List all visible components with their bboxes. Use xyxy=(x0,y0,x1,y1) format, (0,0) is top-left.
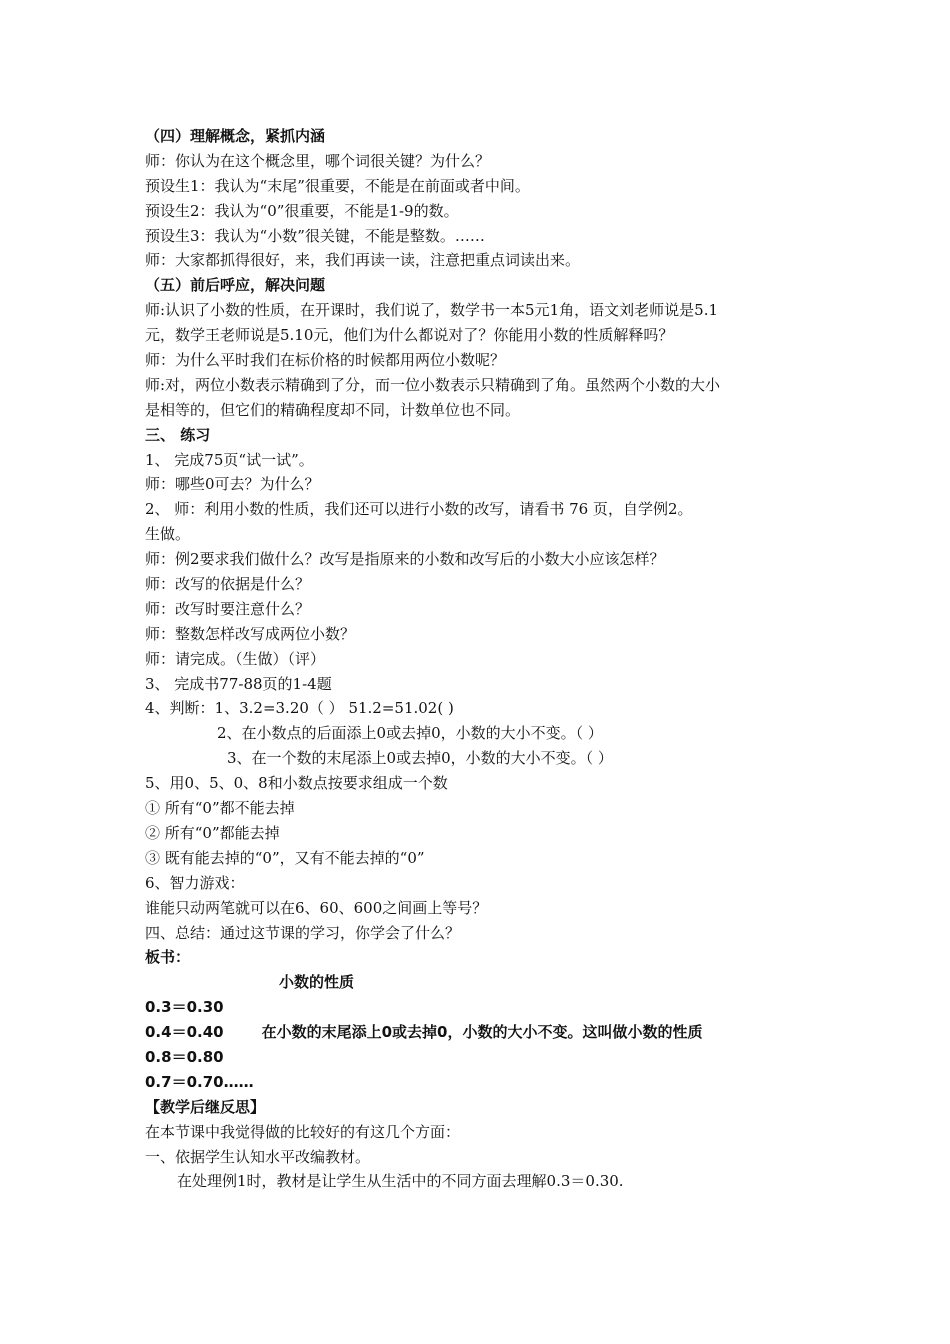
text-line xyxy=(145,248,805,273)
text-line xyxy=(145,597,805,622)
line-text: （四）理解概念，紧抓内涵 xyxy=(145,127,326,145)
text-line xyxy=(145,647,805,672)
line-text: 3、在一个数的末尾添上0或去掉0，小数的大小不变。（ ） xyxy=(227,749,613,768)
line-text: 师:认识了小数的性质，在开课时，我们说了，数学书一本5元1角，语文刘老师说是5.1 xyxy=(145,301,718,320)
line-text: ③ 既有能去掉的“0”，又有不能去掉的“0” xyxy=(145,848,425,867)
line-text: 预设生1：我认为“末尾”很重要，不能是在前面或者中间。 xyxy=(145,176,530,195)
text-line xyxy=(145,398,805,423)
line-text: 0.4＝0.40 xyxy=(145,1023,224,1042)
text-line xyxy=(145,746,805,771)
line-text: 5、用0、5、0、8和小数点按要求组成一个数 xyxy=(145,774,448,793)
text-line xyxy=(145,423,805,448)
text-line xyxy=(145,771,805,796)
text-line xyxy=(145,672,805,697)
line-text: 预设生3：我认为“小数”很关键，不能是整数。…… xyxy=(145,226,485,245)
text-line xyxy=(145,995,805,1020)
text-line xyxy=(145,846,805,871)
line-text: 0.8＝0.80 xyxy=(145,1047,224,1066)
line-text: 2、在小数点的后面添上0或去掉0，小数的大小不变。（ ） xyxy=(217,724,603,743)
line-text: 是相等的，但它们的精确程度却不同，计数单位也不同。 xyxy=(145,400,521,419)
line-text: 师：为什么平时我们在标价格的时候都用两位小数呢？ xyxy=(145,351,506,370)
text-line xyxy=(145,448,805,473)
line-text: ② 所有“0”都能去掉 xyxy=(145,823,280,842)
line-text: 0.3＝0.30 xyxy=(145,998,224,1017)
text-line xyxy=(145,497,805,522)
text-line xyxy=(145,1095,805,1120)
line-text: 2、 师：利用小数的性质，我们还可以进行小数的改写，请看书 76 页，自学例2。 xyxy=(145,500,693,519)
line-text: 师：大家都抓得很好，来，我们再读一读，注意把重点词读出来。 xyxy=(145,251,581,270)
line-text: 6、智力游戏： xyxy=(145,873,245,892)
line-text: 小数的性质 xyxy=(279,973,355,992)
text-line xyxy=(145,224,805,249)
text-line xyxy=(145,124,805,149)
text-line xyxy=(145,149,805,174)
line-text: 4、判断：1、3.2=3.20（ ） 51.2=51.02( ) xyxy=(145,699,454,718)
text-line xyxy=(145,273,805,298)
text-line xyxy=(145,1020,805,1045)
text-line xyxy=(145,622,805,647)
line-text: 元，数学王老师说是5.10元，他们为什么都说对了？你能用小数的性质解释吗？ xyxy=(145,326,674,345)
text-line xyxy=(145,1169,805,1194)
line-text: 预设生2：我认为“0”很重要，不能是1-9的数。 xyxy=(145,201,459,220)
text-line xyxy=(145,547,805,572)
document-body xyxy=(145,124,805,1194)
text-line xyxy=(145,472,805,497)
text-line xyxy=(145,1120,805,1145)
line-text: 师：哪些0可去？为什么？ xyxy=(145,475,320,494)
text-line xyxy=(145,945,805,970)
line-text: 在本节课中我觉得做的比较好的有这几个方面： xyxy=(145,1122,461,1141)
line-text: 一、依据学生认知水平改编教材。 xyxy=(145,1147,371,1166)
line-text: 【教学后继反思】 xyxy=(145,1097,266,1116)
line-text: 0.7＝0.70…… xyxy=(145,1072,254,1091)
text-line xyxy=(145,896,805,921)
text-line xyxy=(145,1045,805,1070)
line-text: ① 所有“0”都不能去掉 xyxy=(145,799,295,818)
line-text: 师：你认为在这个概念里，哪个词很关键？为什么？ xyxy=(145,151,491,170)
text-line xyxy=(145,522,805,547)
text-line xyxy=(145,298,805,323)
text-line xyxy=(145,921,805,946)
line-text: 1、 完成75页“试一试”。 xyxy=(145,450,314,469)
line-text: 师：整数怎样改写成两位小数？ xyxy=(145,624,356,643)
text-line xyxy=(145,696,805,721)
text-line xyxy=(145,323,805,348)
line-text: 三、 练习 xyxy=(145,425,211,444)
text-line xyxy=(145,572,805,597)
line-text: 在处理例1时，教材是让学生从生活中的不同方面去理解0.3＝0.30. xyxy=(177,1172,624,1191)
line-text: 师:对，两位小数表示精确到了分，而一位小数表示只精确到了角。虽然两个小数的大小 xyxy=(145,375,721,394)
line-text: 师：改写的依据是什么？ xyxy=(145,575,311,594)
text-line xyxy=(145,970,805,995)
line-text: 师：改写时要注意什么？ xyxy=(145,599,311,618)
line-text: 师：例2要求我们做什么？改写是指原来的小数和改写后的小数大小应该怎样？ xyxy=(145,550,665,569)
line-text: 生做。 xyxy=(145,525,191,544)
text-line xyxy=(145,373,805,398)
text-line xyxy=(145,821,805,846)
text-line xyxy=(145,796,805,821)
line-text: 板书： xyxy=(145,948,191,967)
text-line xyxy=(145,1145,805,1170)
text-line xyxy=(145,199,805,224)
line-text: 3、 完成书77-88页的1-4题 xyxy=(145,674,332,693)
line-text: 四、总结：通过这节课的学习，你学会了什么？ xyxy=(145,923,461,942)
text-line xyxy=(145,174,805,199)
text-line xyxy=(145,871,805,896)
text-line xyxy=(145,1070,805,1095)
line-text: 师：请完成。（生做）（评） xyxy=(145,649,326,668)
text-line xyxy=(145,721,805,746)
text-line xyxy=(145,348,805,373)
board-statement: 在小数的末尾添上0或去掉0，小数的大小不变。这叫做小数的性质 xyxy=(261,1023,703,1042)
line-text: 谁能只动两笔就可以在6、60、600之间画上等号？ xyxy=(145,898,488,917)
line-text: （五）前后呼应，解决问题 xyxy=(145,276,326,295)
